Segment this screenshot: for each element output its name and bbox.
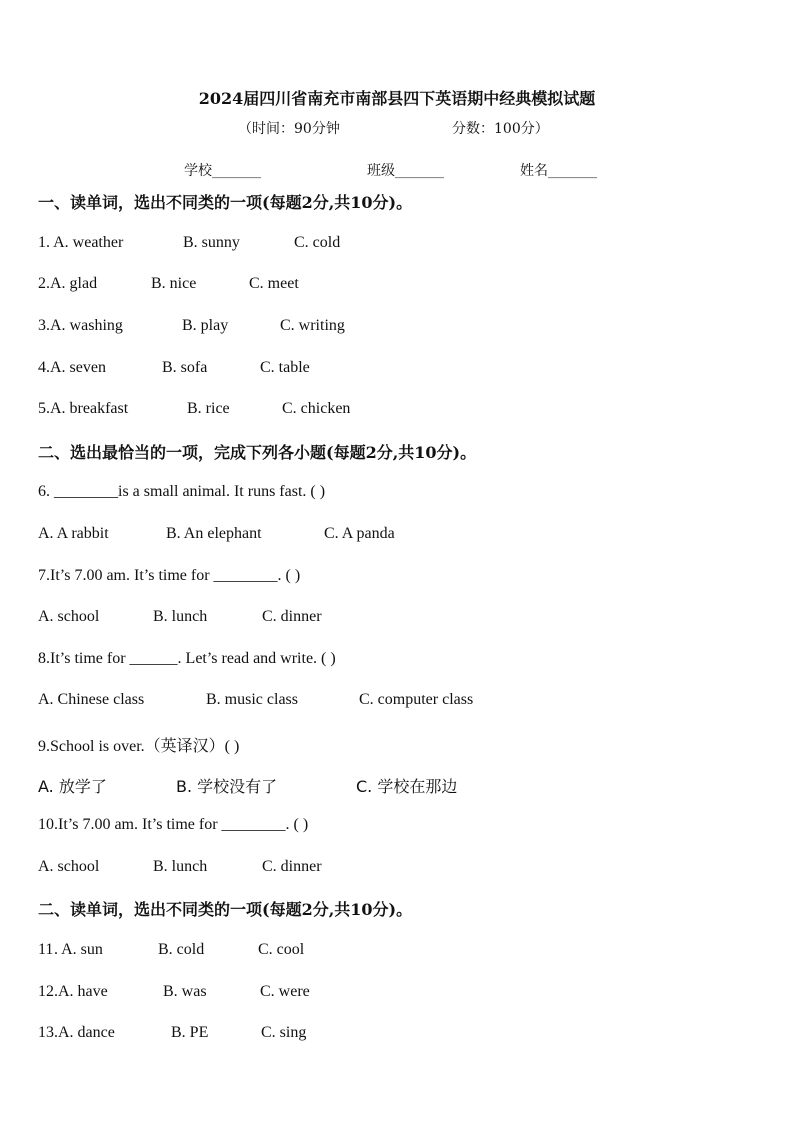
option-c: C. A panda [324, 525, 395, 542]
option-b: B. play [182, 317, 229, 334]
section-3-heading: 二、读单词，选出不同类的一项(每题2分,共10分)。 [38, 900, 413, 919]
option-c: C. were [260, 983, 310, 1000]
option-b: B. lunch [153, 608, 208, 625]
question-number: 5 [38, 400, 46, 417]
question-number: 13 [38, 1024, 54, 1041]
option-c: C. dinner [262, 858, 322, 875]
exam-score: 分数：100分） [452, 121, 549, 137]
option-c: C. dinner [262, 608, 322, 625]
option-a: A. Chinese class [38, 691, 145, 708]
question-number: 4 [38, 359, 46, 376]
option-a: . A. sun [54, 941, 103, 958]
name-field: 姓名_______ [520, 163, 597, 179]
question-number: 1 [38, 234, 46, 251]
option-a: .A. glad [46, 275, 98, 292]
option-b: B. rice [187, 400, 230, 417]
option-c: C. computer class [359, 691, 474, 708]
option-c: C. sing [261, 1024, 307, 1041]
option-a: A. school [38, 858, 100, 875]
option-c: C. cool [258, 941, 305, 958]
option-a: .A. washing [46, 317, 123, 334]
option-a: .A. dance [54, 1024, 115, 1041]
option-b: B. sunny [183, 234, 240, 251]
option-a: .A. breakfast [46, 400, 129, 417]
option-a: A. A rabbit [38, 525, 109, 542]
option-b: B. lunch [153, 858, 208, 875]
section-1-heading: 一、读单词，选出不同类的一项(每题2分,共10分)。 [38, 193, 413, 212]
option-a: A. 放学了 [38, 777, 107, 796]
question-6-stem: 6. ________is a small animal. It runs fast. ( ) [38, 483, 326, 500]
option-a: . A. weather [46, 234, 124, 251]
question-7-stem: 7.It’s 7.00 am. It’s time for ________. ( ) [38, 567, 301, 584]
option-c: C. writing [280, 317, 345, 334]
question-number: 3 [38, 317, 46, 334]
option-b: B. sofa [162, 359, 208, 376]
option-b: B. PE [171, 1024, 209, 1041]
exam-title: 2024届四川省南充市南部县四下英语期中经典模拟试题 [198, 89, 596, 108]
option-a: .A. have [54, 983, 108, 1000]
option-c: C. chicken [282, 400, 351, 417]
option-c: C. 学校在那边 [356, 777, 458, 796]
option-b: B. music class [206, 691, 298, 708]
option-b: B. was [163, 983, 207, 1000]
question-10-stem: 10.It’s 7.00 am. It’s time for ________. ( ) [38, 816, 309, 833]
class-field: 班级_______ [367, 163, 444, 179]
question-number: 12 [38, 983, 54, 1000]
option-c: C. cold [294, 234, 341, 251]
exam-time: （时间：90分钟 [238, 121, 340, 137]
school-field: 学校_______ [184, 163, 261, 179]
section-2-heading: 二、选出最恰当的一项，完成下列各小题(每题2分,共10分)。 [38, 443, 477, 462]
option-c: C. table [260, 359, 310, 376]
option-a: A. school [38, 608, 100, 625]
option-c: C. meet [249, 275, 299, 292]
question-number: 11 [38, 941, 54, 958]
option-b: B. 学校没有了 [176, 777, 278, 796]
option-b: B. nice [151, 275, 197, 292]
option-a: .A. seven [46, 359, 106, 376]
option-b: B. cold [158, 941, 205, 958]
question-number: 2 [38, 275, 46, 292]
question-8-stem: 8.It’s time for ______. Let’s read and write. ( ) [38, 650, 336, 667]
question-9-stem: 9.School is over.（英译汉）( ) [38, 738, 240, 755]
option-b: B. An elephant [166, 525, 262, 542]
